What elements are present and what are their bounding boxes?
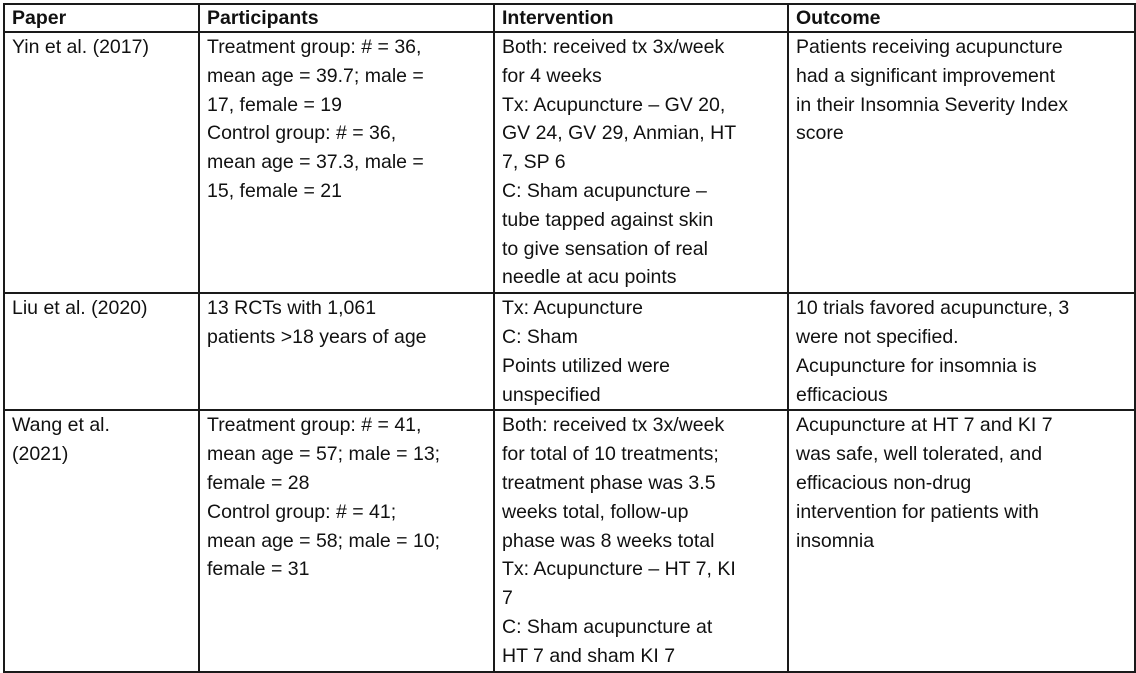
cell-line: Yin et al. (2017) (12, 36, 149, 58)
cell-line: mean age = 37.3, male = (207, 151, 424, 174)
cell-line: Tx: Acupuncture (502, 297, 643, 320)
cell-line: mean age = 58; male = 10; (207, 529, 441, 552)
cell-outcome (788, 293, 1135, 410)
cell-line: 7 (502, 587, 513, 610)
cell-line: in their Insomnia Severity Index (796, 93, 1069, 116)
cell-line: Acupuncture for insomnia is (796, 354, 1037, 377)
cell-line: female = 28 (207, 471, 310, 494)
cell-line: Patients receiving acupuncture (796, 36, 1063, 58)
cell-line: phase was 8 weeks total (502, 529, 715, 552)
cell-line: Control group: # = 36, (207, 122, 397, 145)
cell-line: intervention for patients with (796, 500, 1039, 523)
cell-line: for 4 weeks (502, 64, 602, 87)
cell-line: Both: received tx 3x/week (502, 36, 725, 58)
cell-line: were not specified. (796, 325, 959, 348)
cell-paper (4, 410, 199, 671)
header-participants: Participants (199, 4, 494, 32)
cell-line: for total of 10 treatments; (502, 443, 719, 466)
cell-line: HT 7 and sham KI 7 (502, 644, 676, 667)
cell-line: 13 RCTs with 1,061 (207, 297, 377, 320)
study-summary-table (3, 3, 1136, 673)
cell-line: weeks total, follow-up (502, 500, 689, 523)
study-summary-table-container (3, 3, 1136, 673)
cell-line: unspecified (502, 383, 601, 406)
cell-line: mean age = 39.7; male = (207, 64, 424, 87)
cell-line: 17, female = 19 (207, 93, 342, 116)
cell-line: Tx: Acupuncture – HT 7, KI (502, 558, 736, 581)
cell-line: Tx: Acupuncture – GV 20, (502, 93, 726, 116)
cell-participants (199, 32, 494, 293)
cell-line: 10 trials favored acupuncture, 3 (796, 297, 1070, 320)
cell-line: Control group: # = 41; (207, 500, 397, 523)
cell-intervention (494, 293, 788, 410)
cell-line: Both: received tx 3x/week (502, 414, 725, 437)
cell-line: C: Sham (502, 325, 578, 348)
cell-line: insomnia (796, 529, 875, 552)
cell-line: Treatment group: # = 41, (207, 414, 422, 437)
cell-line: Treatment group: # = 36, (207, 36, 422, 58)
cell-outcome (788, 410, 1135, 671)
cell-line: GV 24, GV 29, Anmian, HT (502, 122, 737, 145)
cell-line: to give sensation of real (502, 237, 708, 260)
table-header-row (4, 4, 1135, 32)
cell-line: was safe, well tolerated, and (796, 443, 1043, 466)
cell-line: efficacious non-drug (796, 471, 972, 494)
table-row (4, 410, 1135, 671)
cell-line: 7, SP 6 (502, 151, 566, 174)
cell-intervention (494, 32, 788, 293)
cell-line: tube tapped against skin (502, 208, 714, 231)
cell-participants (199, 410, 494, 671)
cell-line: Points utilized were (502, 354, 670, 377)
cell-line: had a significant improvement (796, 64, 1056, 87)
header-intervention: Intervention (494, 4, 788, 32)
cell-outcome (788, 32, 1135, 293)
cell-line: needle at acu points (502, 266, 677, 289)
header-paper: Paper (4, 4, 199, 32)
cell-line: patients >18 years of age (207, 325, 427, 348)
cell-intervention (494, 410, 788, 671)
cell-line: treatment phase was 3.5 (502, 471, 716, 494)
cell-paper (4, 293, 199, 410)
table-row (4, 32, 1135, 293)
cell-paper (4, 32, 199, 293)
cell-line: (2021) (12, 443, 69, 466)
cell-line: Liu et al. (2020) (12, 297, 148, 320)
cell-line: Acupuncture at HT 7 and KI 7 (796, 414, 1053, 437)
cell-line: mean age = 57; male = 13; (207, 443, 441, 466)
cell-line: efficacious (796, 383, 888, 406)
cell-participants (199, 293, 494, 410)
cell-line: C: Sham acupuncture – (502, 179, 707, 202)
cell-line: 15, female = 21 (207, 179, 342, 202)
cell-line: score (796, 122, 844, 145)
cell-line: female = 31 (207, 558, 310, 581)
header-outcome: Outcome (788, 4, 1135, 32)
table-row (4, 293, 1135, 410)
cell-line: Wang et al. (12, 414, 110, 437)
cell-line: C: Sham acupuncture at (502, 615, 713, 638)
